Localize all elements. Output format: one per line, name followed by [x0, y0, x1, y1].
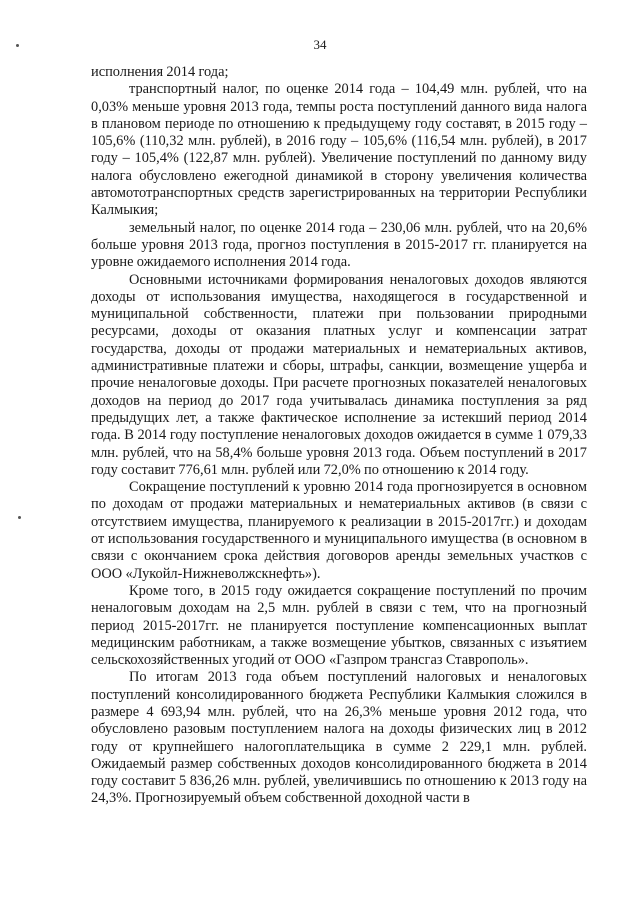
- paragraph: По итогам 2013 года объем поступлений налоговых и неналоговых поступлений консолидированного бюджета Республики Калмыкия сложился в размере 4 693,94 млн. рублей, что на 26,3% меньше уровня 2012 года, что обусловлено разовым поступлением налога на доходы физических лиц в 2012 году от крупнейшего налогоплательщика в сумме 2 229,1 млн. рублей. Ожидаемый размер собственных доходов консолидированного бюджета в 2014 году составит 5 836,26 млн. рублей, увеличившись по отношению к 2013 году на 24,3%. Прогнозируемый объем собственной доходной части в: [91, 669, 587, 807]
- paragraph: земельный налог, по оценке 2014 года – 230,06 млн. рублей, что на 20,6% больше уровня 2013 года, прогноз поступления в 2015-2017 гг. планируется на уровне ожидаемого исполнения 2014 года.: [91, 219, 587, 271]
- paragraph: Сокращение поступлений к уровню 2014 года прогнозируется в основном по доходам от продажи материальных и нематериальных активов (в связи с отсутствием имущества, планируемого к реализации в 2015-2017гг.) и доходам от использования государственного и муниципального имущества (в основном в связи с окончанием срока действия договоров аренды земельных участков с ООО «Лукойл-Нижневолжскнефть»).: [91, 479, 587, 582]
- paragraph: транспортный налог, по оценке 2014 года – 104,49 млн. рублей, что на 0,03% меньше уровня 2013 года, темпы роста поступлений данного вида налога в плановом периоде по отношению к предыдущему году составят, в 2015 году – 105,6% (110,32 млн. рублей), в 2016 году – 105,6% (116,54 млн. рублей), в 2017 году – 105,4% (122,87 млн. рублей). Увеличение поступлений по данному виду налога обусловлено ежегодной динамикой в сторону увеличения количества автомототранспортных средств зарегистрированных на территории Республики Калмыкия;: [91, 81, 587, 219]
- body-text: [91, 64, 587, 808]
- page-number: 34: [313, 37, 327, 52]
- scan-speck: [18, 516, 21, 519]
- paragraph: исполнения 2014 года;: [91, 64, 229, 80]
- paragraph: Кроме того, в 2015 году ожидается сокращение поступлений по прочим неналоговым доходам на 2,5 млн. рублей в связи с тем, что на прогнозный период 2015-2017гг. не планируется поступление компенсационных выплат медицинским работникам, а также возмещение убытков, связанных с изъятием сельскохозяйственных угодий от ООО «Газпром трансгаз Ставрополь».: [91, 582, 587, 669]
- paragraph: Основными источниками формирования неналоговых доходов являются доходы от использования имущества, находящегося в государственной и муниципальной собственности, платежи при пользовании природными ресурсами, доходы от оказания платных услуг и компенсации затрат государства, доходы от продажи материальных и нематериальных активов, административные платежи и сборы, штрафы, санкции, возмещение ущерба и прочие неналоговые доходы. При расчете прогнозных показателей неналоговых доходов на период до 2017 года учитывалась динамика поступления за ряд предыдущих лет, а также фактическое исполнение за истекший период 2014 года. В 2014 году поступление неналоговых доходов ожидается в сумме 1 079,33 млн. рублей, что на 58,4% больше уровня 2013 года. Объем поступлений в 2017 году составит 776,61 млн. рублей или 72,0% по отношению к 2014 году.: [91, 271, 587, 478]
